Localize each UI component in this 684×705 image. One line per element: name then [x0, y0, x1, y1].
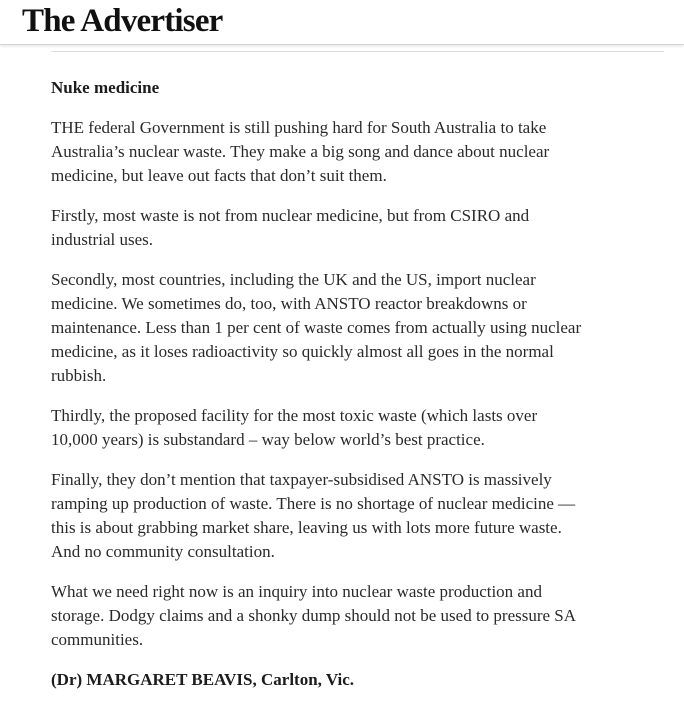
paragraph-line: rubbish.: [51, 366, 107, 385]
letter-headline: Nuke medicine: [51, 78, 160, 97]
paragraph-line: storage. Dodgy claims and a shonky dump should not be used to pressure SA: [51, 606, 577, 625]
paragraph-5: [51, 468, 663, 564]
masthead: [0, 0, 684, 45]
paragraph-line: medicine, but leave out facts that don’t suit them.: [51, 166, 387, 185]
header-divider: [51, 51, 664, 52]
letter-signature: (Dr) MARGARET BEAVIS, Carlton, Vic.: [51, 670, 355, 689]
paragraph-line: communities.: [51, 630, 144, 649]
paragraph-line: this is about grabbing market share, leaving us with lots more future waste.: [51, 518, 562, 537]
paragraph-line: What we need right now is an inquiry into nuclear waste production and: [51, 582, 542, 601]
paragraph-line: Secondly, most countries, including the UK and the US, import nuclear: [51, 270, 536, 289]
paragraph-line: THE federal Government is still pushing hard for South Australia to take: [51, 118, 547, 137]
paragraph-line: Finally, they don’t mention that taxpayer-subsidised ANSTO is massively: [51, 470, 552, 489]
paragraph-line: And no community consultation.: [51, 542, 275, 561]
paragraph-line: industrial uses.: [51, 230, 153, 249]
paragraph-line: Australia’s nuclear waste. They make a big song and dance about nuclear: [51, 142, 550, 161]
paragraph-line: medicine. We sometimes do, too, with ANSTO reactor breakdowns or: [51, 294, 527, 313]
the-advertiser-logo[interactable]: The Advertiser: [22, 3, 223, 39]
paragraph-line: medicine, as it loses radioactivity so quickly almost all goes in the normal: [51, 342, 554, 361]
paragraph-line: maintenance. Less than 1 per cent of waste comes from actually using nuclear: [51, 318, 582, 337]
paragraph-1: [51, 116, 663, 188]
paragraph-line: Thirdly, the proposed facility for the most toxic waste (which lasts over: [51, 406, 538, 425]
paragraph-line: Firstly, most waste is not from nuclear medicine, but from CSIRO and: [51, 206, 530, 225]
paragraph-2: [51, 204, 663, 252]
paragraph-3: [51, 268, 663, 388]
paragraph-6: [51, 580, 663, 652]
paragraph-line: 10,000 years) is substandard – way below world’s best practice.: [51, 430, 485, 449]
paragraph-4: [51, 404, 663, 452]
letter-article: [51, 76, 663, 692]
paragraph-line: ramping up production of waste. There is no shortage of nuclear medicine —: [51, 494, 576, 513]
